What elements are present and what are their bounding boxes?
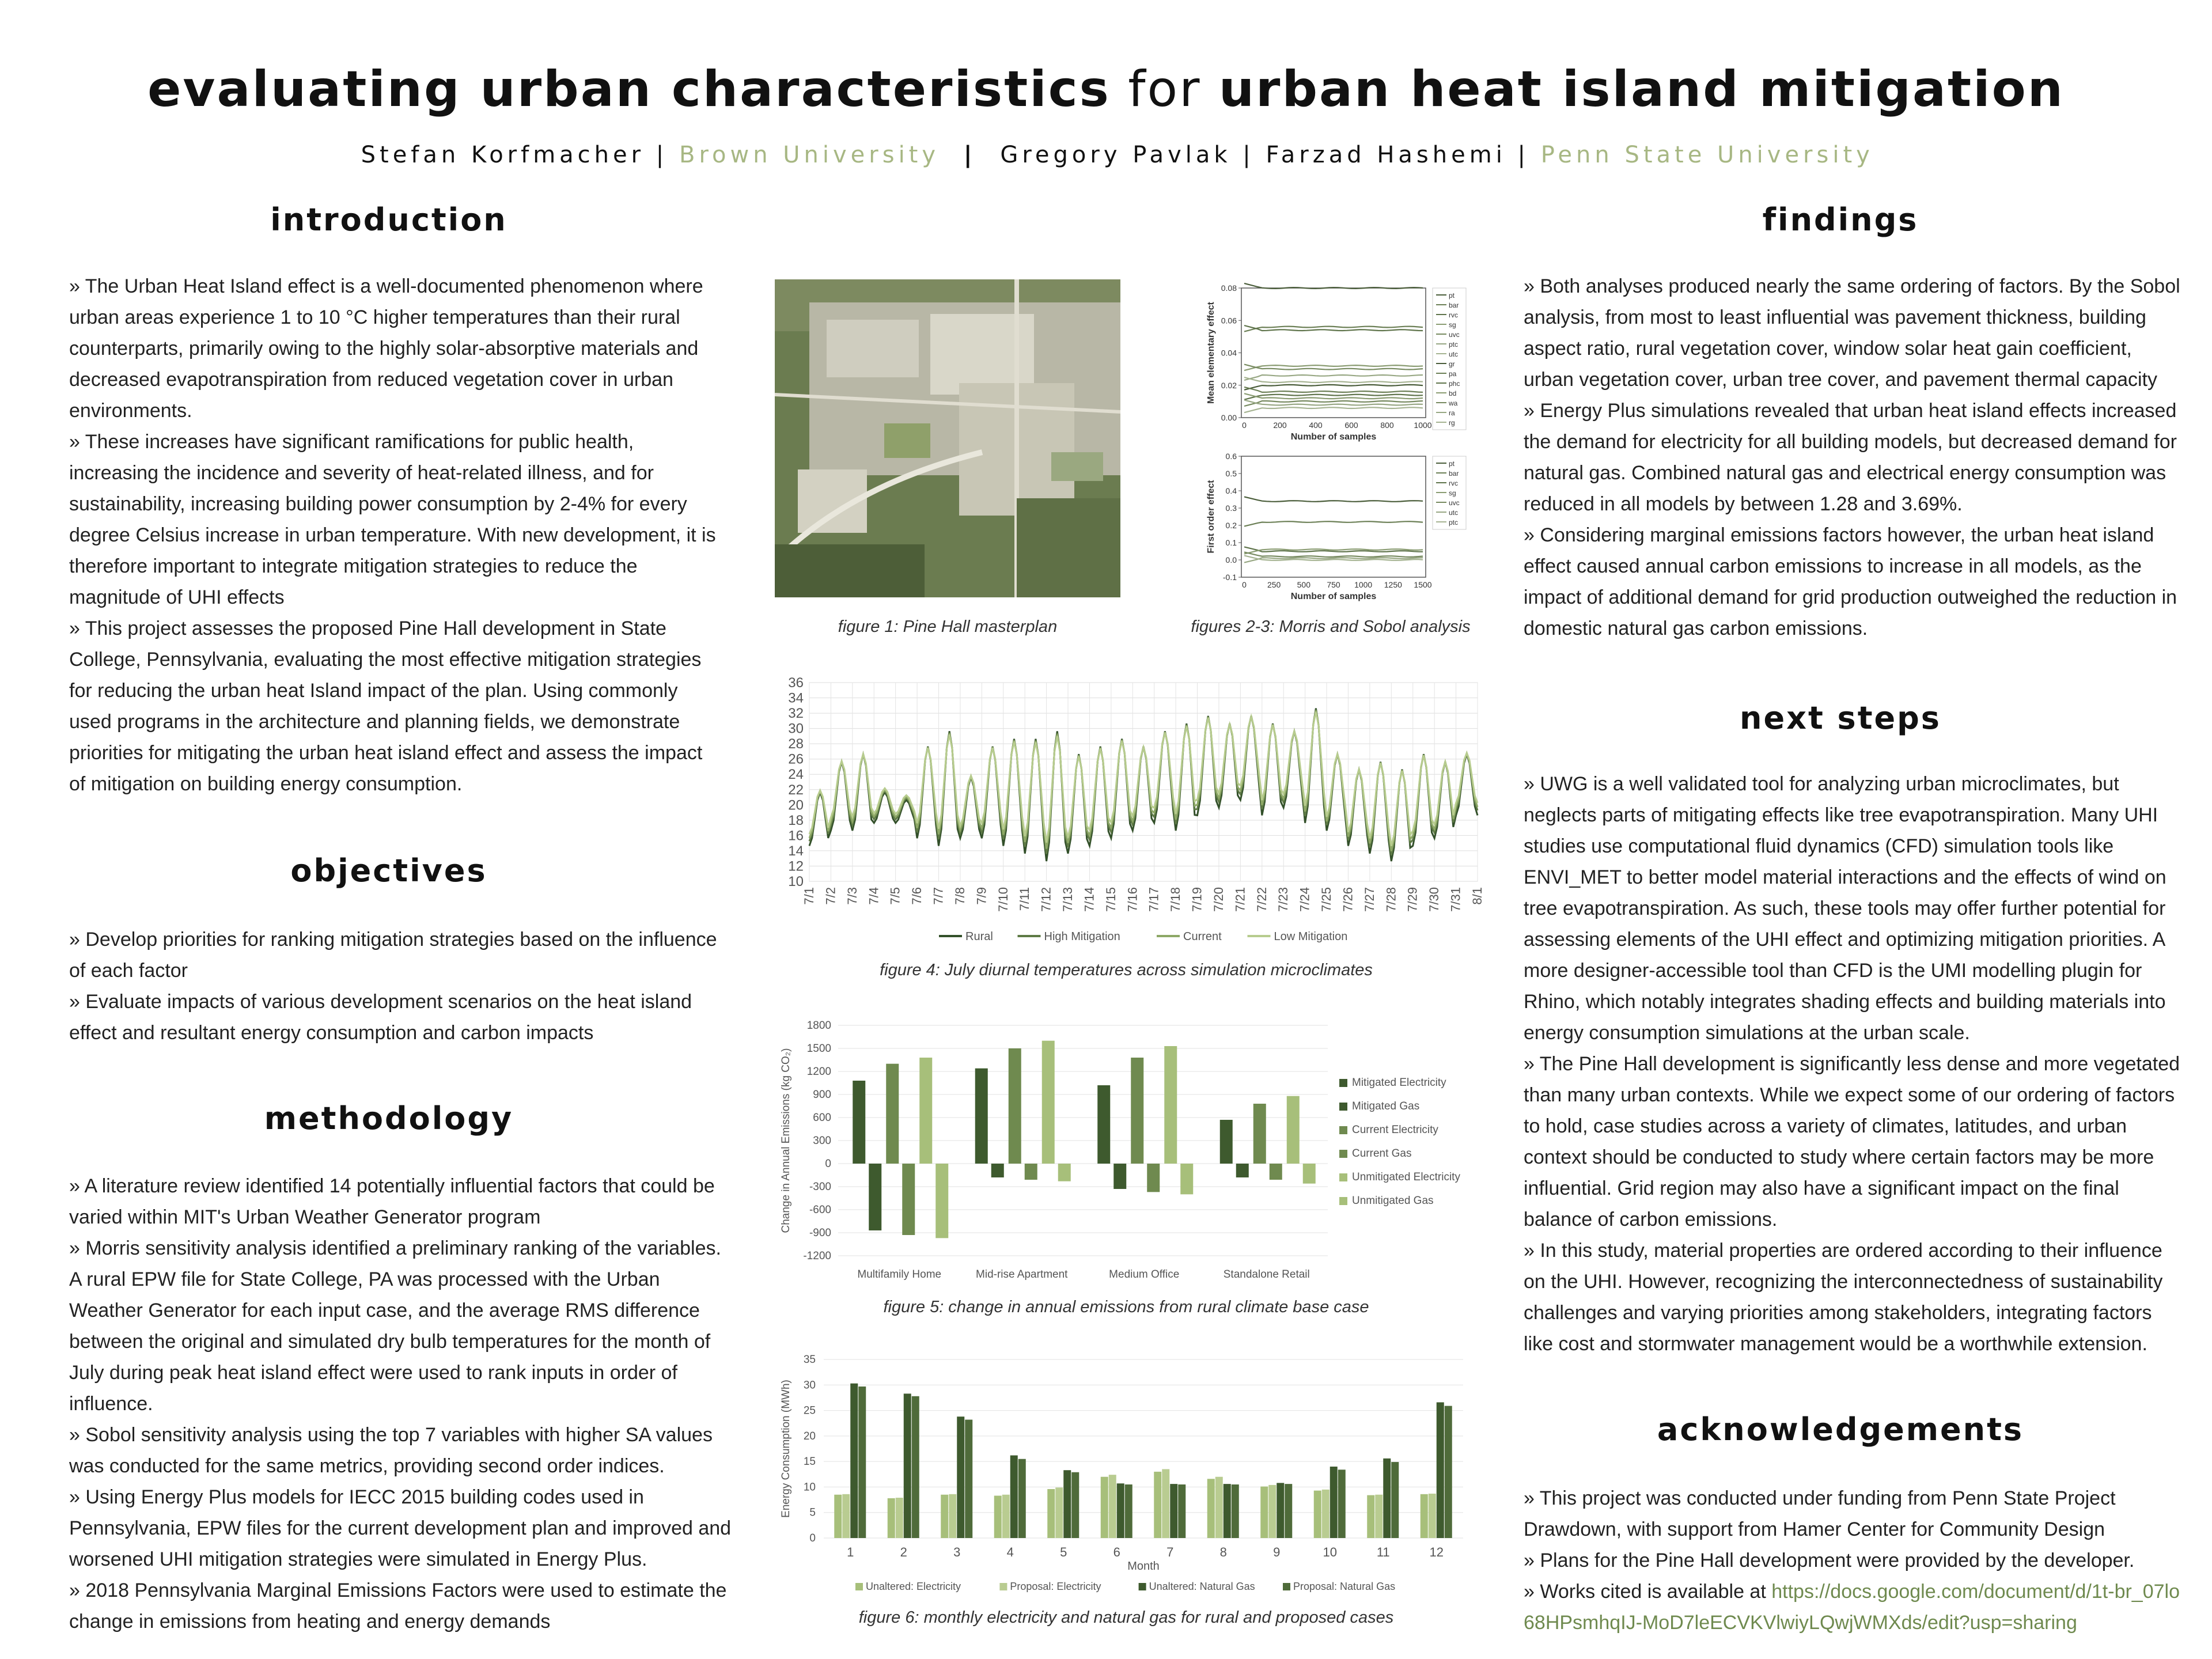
y-tick-label: 5 xyxy=(809,1506,816,1519)
y-tick-label: 0.08 xyxy=(1221,283,1237,293)
x-tick-label: 8/1 xyxy=(1470,887,1484,905)
y-axis-label: Mean elementary effect xyxy=(1206,302,1216,404)
affiliation-2: Penn State University xyxy=(1540,142,1874,168)
energy-bar xyxy=(1367,1495,1374,1538)
x-tick-label: 7/11 xyxy=(1017,887,1032,911)
y-tick-label: 0.5 xyxy=(1225,469,1237,478)
y-tick-label: 32 xyxy=(788,706,804,722)
energy-bar xyxy=(888,1498,895,1538)
energy-bar xyxy=(1232,1484,1239,1538)
energy-bar xyxy=(1207,1479,1215,1538)
legend-swatch xyxy=(855,1583,863,1590)
x-tick-label: 7/24 xyxy=(1297,887,1312,912)
energy-bar xyxy=(834,1495,842,1538)
title-part-3: urban heat island mitigation xyxy=(1218,60,2065,118)
x-tick-label: 400 xyxy=(1309,421,1323,430)
x-tick-label: 0 xyxy=(1242,421,1247,430)
legend-label: Proposal: Natural Gas xyxy=(1293,1581,1396,1592)
legend-swatch xyxy=(1339,1150,1347,1158)
findings-paragraph: » Considering marginal emissions factors however, the urban heat island effect caused annual carbon emissions to increase in all models, as the impact of additional demand for grid production outweighed the reduction in domestic natural gas carbon emissions. xyxy=(1524,524,2177,639)
y-tick-label: 15 xyxy=(803,1456,816,1468)
energy-bar xyxy=(1421,1494,1428,1538)
next-steps-body xyxy=(1524,768,2186,1359)
convergence-line xyxy=(1244,552,1423,556)
introduction-heading: introduction xyxy=(270,202,507,238)
legend-label: rvc xyxy=(1449,311,1458,319)
legend-label: Rural xyxy=(965,930,993,943)
energy-bar xyxy=(1260,1487,1268,1538)
x-category-label: 10 xyxy=(1323,1545,1337,1559)
y-tick-label: 30 xyxy=(788,721,804,737)
convergence-line xyxy=(1244,385,1423,390)
methodology-paragraph: » Sobol sensitivity analysis using the top 7 variables with higher SA values was conducted for the same metrics, providing second order indices. xyxy=(69,1424,713,1477)
x-tick-label: 7/17 xyxy=(1146,887,1161,912)
legend-label: utc xyxy=(1449,350,1459,358)
emissions-bar xyxy=(975,1069,988,1164)
next-steps-paragraph: » UWG is a well validated tool for analyzing urban microclimates, but neglects parts of mitigating effects like tree evapotranspiration. Many UHI studies use computational fluid dynamics (CFD) simulation tools like ENVI_MET to better model material interactions and the effects of wind on tree evapotranspiration. As such, these tools may offer further potential for assessing elements of the UHI effect and optimizing mitigation priorities. A more designer-accessible tool than CFD is the UMI modelling plugin for Rhino, which notably integrates shading effects and building materials into energy consumption simulations at the urban scale. xyxy=(1524,773,2166,1044)
emissions-bar xyxy=(1253,1104,1266,1164)
legend-label: Unaltered: Electricity xyxy=(866,1581,961,1592)
legend-label: Unmitigated Electricity xyxy=(1352,1171,1460,1183)
energy-bar xyxy=(1101,1477,1108,1538)
author-line xyxy=(0,115,2212,168)
y-tick-label: 36 xyxy=(788,677,804,691)
emissions-bar xyxy=(1236,1164,1249,1177)
introduction-paragraph: » This project assesses the proposed Pine Hall development in State College, Pennsylvania, evaluating the most effective mitigation strategies for reducing the urban heat Island impact of the plan. Using commonly used programs in the architecture and planning fields, we demonstrate priorities for mitigating the urban heat island effect and assess the impact of mitigation on building energy consumption. xyxy=(69,618,703,795)
y-tick-label: 0.06 xyxy=(1221,316,1237,325)
x-tick-label: 7/12 xyxy=(1039,887,1054,912)
energy-bar xyxy=(941,1495,948,1538)
legend-swatch xyxy=(1139,1583,1146,1590)
y-axis-label: Change in Annual Emissions (kg CO₂) xyxy=(780,1048,792,1233)
energy-bar xyxy=(1429,1494,1436,1538)
x-category-label: 4 xyxy=(1006,1545,1014,1559)
legend-label: uvc xyxy=(1449,499,1460,507)
legend-label: Unmitigated Gas xyxy=(1352,1195,1434,1207)
legend-label: Current Gas xyxy=(1352,1147,1412,1160)
energy-bar xyxy=(858,1387,866,1538)
x-tick-label: 7/4 xyxy=(866,887,881,905)
acknowledgements-body xyxy=(1524,1483,2186,1638)
emissions-bar xyxy=(1113,1164,1126,1189)
works-cited-link[interactable]: https://docs.google.com/document/d/1t-br_07lo68HPsmhqIJ-MoD7leECVKVlwiyLQwjWMXds/edit?usp=sharing xyxy=(1524,1581,2180,1634)
emissions-bar xyxy=(1009,1048,1021,1164)
legend-label: utc xyxy=(1449,509,1459,517)
emissions-bar xyxy=(869,1164,881,1230)
x-tick-label: 7/10 xyxy=(995,887,1010,912)
x-tick-label: 7/7 xyxy=(931,887,946,905)
legend-label: bar xyxy=(1449,469,1459,478)
legend-label: High Mitigation xyxy=(1044,930,1120,943)
legend-swatch xyxy=(1339,1197,1347,1205)
energy-bar xyxy=(896,1498,903,1538)
legend-label: Mitigated Electricity xyxy=(1352,1077,1446,1089)
y-tick-label: 0 xyxy=(809,1532,816,1544)
objectives-body xyxy=(69,924,720,1048)
y-tick-label: 22 xyxy=(788,782,804,798)
y-tick-label: 0.3 xyxy=(1225,503,1237,513)
emissions-bar xyxy=(1042,1041,1055,1164)
x-tick-label: 7/28 xyxy=(1384,887,1399,912)
y-tick-label: 20 xyxy=(788,797,804,813)
legend-label: sg xyxy=(1449,489,1456,497)
legend-label: pt xyxy=(1449,291,1455,300)
x-tick-label: 7/9 xyxy=(974,887,989,905)
y-tick-label: -300 xyxy=(809,1181,831,1193)
x-tick-label: 7/19 xyxy=(1190,887,1205,912)
energy-bar xyxy=(1215,1477,1223,1538)
energy-bar xyxy=(1010,1456,1018,1538)
x-category-label: 1 xyxy=(847,1545,854,1559)
energy-bar xyxy=(850,1384,858,1538)
y-tick-label: 10 xyxy=(788,874,804,889)
acknowledgements-heading: acknowledgements xyxy=(1657,1411,2024,1448)
legend-label: gr xyxy=(1449,360,1455,368)
objectives-paragraph: » Evaluate impacts of various development scenarios on the heat island effect and resultant energy consumption and carbon impacts xyxy=(69,991,692,1044)
legend-swatch xyxy=(1339,1173,1347,1181)
x-tick-label: 500 xyxy=(1297,580,1311,589)
x-tick-label: 250 xyxy=(1267,580,1281,589)
emissions-bar xyxy=(853,1081,865,1164)
works-cited-prefix: » Works cited is available at xyxy=(1524,1581,1772,1603)
x-tick-label: 600 xyxy=(1344,421,1358,430)
y-tick-label: 26 xyxy=(788,751,804,767)
energy-bar xyxy=(1125,1484,1132,1538)
x-tick-label: 800 xyxy=(1380,421,1394,430)
masterplan-image xyxy=(775,279,1120,597)
legend-label: uvc xyxy=(1449,331,1460,339)
legend-label: ra xyxy=(1449,409,1455,417)
y-axis-label: Energy Consumption (MWh) xyxy=(780,1380,792,1518)
introduction-paragraph: » The Urban Heat Island effect is a well-documented phenomenon where urban areas experience 1 to 10 °C higher temperatures than their rural counterparts, primarily owing to the highly solar-absorptive materials and decreased evapotranspiration from reduced vegetation cover in urban environments. xyxy=(69,275,703,422)
emissions-bar xyxy=(1220,1120,1233,1164)
y-tick-label: 34 xyxy=(788,690,804,706)
next-steps-heading: next steps xyxy=(1740,700,1941,736)
x-category-label: 5 xyxy=(1060,1545,1067,1559)
energy-bar xyxy=(1330,1467,1338,1538)
energy-bar xyxy=(949,1494,956,1538)
emissions-bar xyxy=(1164,1046,1177,1164)
energy-bar xyxy=(1117,1483,1124,1538)
energy-bar xyxy=(965,1420,972,1538)
x-tick-label: 7/13 xyxy=(1060,887,1075,912)
x-tick-label: 7/22 xyxy=(1254,887,1269,912)
objectives-paragraph: » Develop priorities for ranking mitigation strategies based on the influence of each factor xyxy=(69,929,717,982)
y-tick-label: 1800 xyxy=(806,1020,831,1032)
next-steps-paragraph: » In this study, material properties are ordered according to their influence on the UHI. However, recognizing the interconnectedness of sustainability challenges and varying priorities among stakeholders, integrating factors like cost and stormwater management would be a worthwhile extension. xyxy=(1524,1240,2163,1355)
x-tick-label: 7/25 xyxy=(1319,887,1334,912)
sobol-chart xyxy=(1187,449,1498,605)
masterplan-illustration xyxy=(775,279,1120,597)
y-tick-label: 30 xyxy=(803,1379,816,1392)
x-category-label: Standalone Retail xyxy=(1223,1268,1310,1281)
legend-label: bd xyxy=(1449,389,1457,397)
convergence-line xyxy=(1244,375,1423,380)
y-axis-label: First order effect xyxy=(1206,480,1216,554)
emissions-bar xyxy=(886,1064,899,1164)
y-tick-label: 0 xyxy=(825,1158,831,1170)
energy-bar xyxy=(1178,1484,1185,1538)
y-tick-label: 18 xyxy=(788,812,804,828)
legend-swatch xyxy=(1339,1126,1347,1134)
y-tick-label: 900 xyxy=(813,1089,831,1101)
legend-label: Low Mitigation xyxy=(1274,930,1348,943)
figure-6-caption: figure 6: monthly electricity and natural gas for rural and proposed cases xyxy=(858,1608,1394,1627)
x-tick-label: 7/21 xyxy=(1233,887,1248,912)
separator: | xyxy=(1231,142,1266,168)
x-tick-label: 7/6 xyxy=(910,887,925,905)
y-tick-label: 12 xyxy=(788,858,804,874)
x-tick-label: 7/29 xyxy=(1405,887,1420,912)
emissions-bar xyxy=(1025,1164,1037,1180)
monthly-energy-chart xyxy=(766,1351,1486,1604)
separator: | xyxy=(645,142,679,168)
legend-label: bar xyxy=(1449,301,1459,309)
x-axis-label: Month xyxy=(1127,1560,1160,1573)
figure-1-caption: figure 1: Pine Hall masterplan xyxy=(838,618,1058,636)
x-tick-label: 7/26 xyxy=(1340,887,1355,912)
y-tick-label: 1200 xyxy=(806,1066,831,1078)
energy-bar xyxy=(1071,1472,1079,1538)
methodology-body xyxy=(69,1171,732,1637)
acknowledgements-paragraph: » Plans for the Pine Hall development were provided by the developer. xyxy=(1524,1550,2135,1571)
convergence-line xyxy=(1244,521,1423,526)
emissions-bar xyxy=(1058,1164,1071,1181)
energy-bar xyxy=(1063,1470,1071,1538)
introduction-paragraph: » These increases have significant ramifications for public health, increasing the incidence and severity of heat-related illness, and for sustainability, increasing building power consumption by 2-4% for every degree Celsius increase in urban temperature. With new development, it is therefore important to integrate mitigation strategies to reduce the magnitude of UHI effects xyxy=(69,431,716,608)
separator: | xyxy=(1506,142,1541,168)
x-tick-label: 1250 xyxy=(1384,580,1402,589)
convergence-line xyxy=(1244,387,1423,392)
x-category-label: 6 xyxy=(1113,1545,1120,1559)
x-category-label: Multifamily Home xyxy=(857,1268,942,1281)
legend-swatch xyxy=(1283,1583,1290,1590)
y-tick-label: 300 xyxy=(813,1135,831,1147)
energy-bar xyxy=(1314,1491,1321,1538)
emissions-bar xyxy=(1270,1164,1282,1180)
acknowledgements-paragraph: » This project was conducted under funding from Penn State Project Drawdown, with support from Hamer Center for Community Design xyxy=(1524,1487,2116,1540)
legend-label: pt xyxy=(1449,460,1455,468)
poster-title xyxy=(0,60,2212,118)
legend-label: Unaltered: Natural Gas xyxy=(1149,1581,1255,1592)
y-tick-label: -900 xyxy=(809,1227,831,1239)
emissions-bar xyxy=(1147,1164,1160,1192)
introduction-body xyxy=(69,271,720,800)
convergence-line xyxy=(1244,377,1423,382)
separator: | xyxy=(940,142,1001,168)
y-tick-label: 0.6 xyxy=(1225,452,1237,461)
x-category-label: 2 xyxy=(900,1545,907,1559)
x-category-label: Mid-rise Apartment xyxy=(976,1268,1068,1281)
y-tick-label: 0.4 xyxy=(1225,486,1237,495)
energy-bar xyxy=(1018,1459,1026,1538)
energy-bar xyxy=(1268,1485,1276,1538)
author-1: Stefan Korfmacher xyxy=(361,142,645,168)
x-tick-label: 750 xyxy=(1327,580,1340,589)
findings-body xyxy=(1524,271,2186,644)
morris-chart xyxy=(1187,282,1498,449)
y-tick-label: 0.00 xyxy=(1221,413,1237,422)
x-tick-label: 7/20 xyxy=(1211,887,1226,912)
energy-bar xyxy=(1047,1489,1055,1538)
title-part-1: evaluating urban characteristics xyxy=(147,60,1111,118)
methodology-heading: methodology xyxy=(264,1100,514,1137)
legend-label: Current Electricity xyxy=(1352,1124,1438,1136)
x-category-label: 7 xyxy=(1166,1545,1174,1559)
emissions-bar xyxy=(1131,1058,1143,1164)
energy-bar xyxy=(1445,1406,1452,1538)
x-tick-label: 7/5 xyxy=(888,887,903,905)
x-category-label: 8 xyxy=(1219,1545,1227,1559)
y-tick-label: 0.2 xyxy=(1225,521,1237,530)
energy-bar xyxy=(842,1494,850,1538)
findings-heading: findings xyxy=(1762,202,1919,238)
legend-label: ptc xyxy=(1449,340,1459,349)
y-tick-label: 10 xyxy=(803,1481,816,1494)
y-tick-label: 600 xyxy=(813,1112,831,1124)
objectives-heading: objectives xyxy=(290,853,487,889)
legend-label: Current xyxy=(1183,930,1222,943)
y-tick-label: 20 xyxy=(803,1430,816,1442)
legend-label: Proposal: Electricity xyxy=(1010,1581,1101,1592)
y-tick-label: 14 xyxy=(788,843,804,859)
x-tick-label: 7/15 xyxy=(1103,887,1118,912)
energy-bar xyxy=(912,1396,919,1538)
y-tick-label: -600 xyxy=(809,1204,831,1216)
y-tick-label: 24 xyxy=(788,767,804,783)
x-category-label: 9 xyxy=(1273,1545,1281,1559)
convergence-line xyxy=(1244,407,1423,412)
energy-bar xyxy=(1391,1462,1399,1538)
energy-bar xyxy=(1224,1484,1231,1538)
energy-bar xyxy=(1055,1487,1063,1538)
energy-bar xyxy=(1285,1484,1292,1538)
emissions-bar xyxy=(1303,1164,1316,1184)
emissions-chart xyxy=(766,1017,1486,1287)
legend-swatch xyxy=(1339,1079,1347,1087)
energy-bar xyxy=(1002,1495,1010,1538)
y-tick-label: -1200 xyxy=(803,1250,831,1262)
x-tick-label: 1000 xyxy=(1414,421,1432,430)
x-tick-label: 7/1 xyxy=(802,887,816,905)
legend-label: phc xyxy=(1449,380,1460,388)
legend-label: rvc xyxy=(1449,479,1458,487)
figures-2-3-caption: figures 2-3: Morris and Sobol analysis xyxy=(1191,618,1471,636)
convergence-line xyxy=(1244,497,1423,501)
x-axis-label: Number of samples xyxy=(1290,432,1377,442)
findings-paragraph: » Energy Plus simulations revealed that urban heat island effects increased the demand for electricity for all building models, but decreased demand for natural gas. Combined natural gas and electrical energy consumption was reduced in all models by between 1.28 and 3.69%. xyxy=(1524,400,2177,515)
next-steps-paragraph: » The Pine Hall development is significantly less dense and more vegetated than many urban contexts. While we expect some of our ordering of factors to hold, case studies across a variety of climates, latitudes, and urban context should be conducted to study where certain factors may be more influential. Grid region may also have a significant impact on the final balance of carbon emissions. xyxy=(1524,1053,2180,1230)
x-tick-label: 7/3 xyxy=(844,887,859,905)
legend-label: wa xyxy=(1449,399,1458,407)
emissions-bar xyxy=(935,1164,948,1238)
energy-bar xyxy=(1375,1495,1382,1538)
energy-bar xyxy=(904,1393,911,1538)
legend-label: Mitigated Gas xyxy=(1352,1100,1420,1112)
author-2: Gregory Pavlak xyxy=(1000,142,1232,168)
x-tick-label: 200 xyxy=(1273,421,1287,430)
x-tick-label: 7/31 xyxy=(1448,887,1463,912)
x-tick-label: 7/30 xyxy=(1427,887,1442,912)
methodology-paragraph: » A literature review identified 14 potentially influential factors that could be varied within MIT's Urban Weather Generator program xyxy=(69,1175,715,1228)
x-category-label: Medium Office xyxy=(1109,1268,1180,1281)
x-tick-label: 7/2 xyxy=(823,887,838,905)
energy-bar xyxy=(1322,1490,1330,1538)
legend-swatch xyxy=(1339,1103,1347,1111)
y-tick-label: 0.04 xyxy=(1221,348,1237,358)
findings-paragraph: » Both analyses produced nearly the same ordering of factors. By the Sobol analysis, from most to least influential was pavement thickness, building aspect ratio, rural vegetation cover, window solar heat gain coefficient, urban vegetation cover, urban tree cover, and pavement thermal capacity xyxy=(1524,275,2180,391)
emissions-bar xyxy=(919,1058,932,1164)
title-part-2: for xyxy=(1110,60,1219,118)
y-tick-label: 0.02 xyxy=(1221,380,1237,390)
y-tick-label: 28 xyxy=(788,736,804,752)
energy-bar xyxy=(1109,1475,1116,1538)
x-axis-label: Number of samples xyxy=(1290,592,1377,601)
x-tick-label: 7/8 xyxy=(952,887,967,905)
energy-bar xyxy=(994,1495,1002,1538)
y-tick-label: 1500 xyxy=(806,1043,831,1055)
emissions-bar xyxy=(1287,1096,1300,1164)
methodology-paragraph: » Using Energy Plus models for IECC 2015 building codes used in Pennsylvania, EPW files for the current development plan and improved and worsened UHI mitigation strategies were simulated in Energy Plus. xyxy=(69,1486,732,1570)
x-category-label: 11 xyxy=(1376,1545,1390,1559)
legend-label: pa xyxy=(1449,370,1457,378)
emissions-bar xyxy=(991,1164,1004,1177)
legend-label: rg xyxy=(1449,419,1455,427)
x-tick-label: 1000 xyxy=(1354,580,1373,589)
legend-swatch xyxy=(999,1583,1007,1590)
energy-bar xyxy=(1154,1472,1161,1538)
energy-bar xyxy=(1437,1402,1444,1538)
figure-4-caption: figure 4: July diurnal temperatures across simulation microclimates xyxy=(880,961,1373,979)
x-category-label: 3 xyxy=(953,1545,961,1559)
x-tick-label: 7/16 xyxy=(1125,887,1140,912)
july-temperature-chart xyxy=(766,677,1486,948)
emissions-bar xyxy=(902,1164,915,1235)
y-tick-label: -0.1 xyxy=(1222,573,1237,582)
author-3: Farzad Hashemi xyxy=(1266,142,1506,168)
x-tick-label: 7/27 xyxy=(1362,887,1377,912)
energy-bar xyxy=(1170,1484,1177,1538)
x-tick-label: 0 xyxy=(1242,580,1247,589)
emissions-bar xyxy=(1097,1085,1110,1164)
legend-label: sg xyxy=(1449,321,1456,329)
x-tick-label: 7/14 xyxy=(1082,887,1097,912)
x-tick-label: 1500 xyxy=(1414,580,1432,589)
energy-bar xyxy=(957,1416,964,1538)
y-tick-label: 16 xyxy=(788,828,804,844)
emissions-bar xyxy=(1180,1164,1193,1194)
x-tick-label: 7/23 xyxy=(1276,887,1291,912)
energy-bar xyxy=(1338,1469,1346,1538)
energy-bar xyxy=(1383,1459,1391,1538)
methodology-paragraph: » 2018 Pennsylvania Marginal Emissions Factors were used to estimate the change in emissions from heating and energy demands xyxy=(69,1580,727,1633)
methodology-paragraph: » Morris sensitivity analysis identified a preliminary ranking of the variables. A rural EPW file for State College, PA was processed with the Urban Weather Generator for each input case, and the average RMS difference between the original and simulated dry bulb temperatures for the month of July during peak heat island effect were used to rank inputs in order of influence. xyxy=(69,1237,721,1415)
y-tick-label: 0.0 xyxy=(1225,555,1237,565)
y-tick-label: 0.1 xyxy=(1225,538,1237,547)
figure-5-caption: figure 5: change in annual emissions from rural climate base case xyxy=(883,1298,1369,1316)
x-tick-label: 7/18 xyxy=(1168,887,1183,912)
energy-bar xyxy=(1277,1483,1284,1538)
x-category-label: 12 xyxy=(1429,1545,1444,1559)
acknowledgements-paragraph xyxy=(1524,1576,2186,1638)
y-tick-label: 35 xyxy=(803,1354,816,1366)
energy-bar xyxy=(1162,1469,1169,1538)
legend-label: ptc xyxy=(1449,518,1459,527)
y-tick-label: 25 xyxy=(803,1404,816,1417)
affiliation-1: Brown University xyxy=(679,142,940,168)
